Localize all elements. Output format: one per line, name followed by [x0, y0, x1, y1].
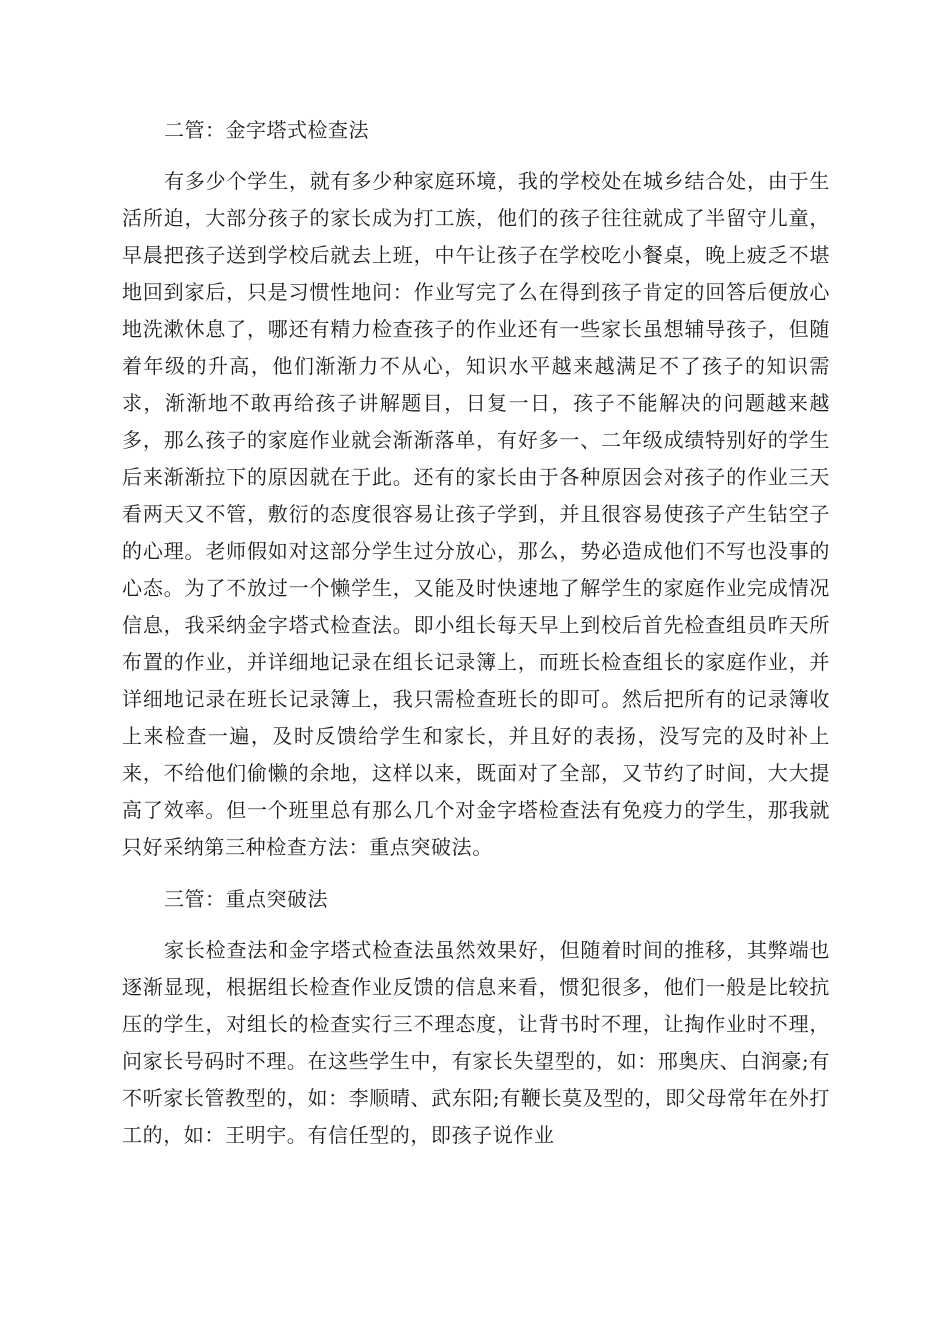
section-heading-2: 二管：金字塔式检查法	[164, 118, 369, 142]
section-paragraph-2: 有多少个学生，就有多少种家庭环境，我的学校处在城乡结合处，由于生活所迫，大部分孩子的家长成为打工族，他们的孩子往往就成了半留守儿童，早晨把孩子送到学校后就去上班，中午让孩子在学校吃小餐桌，晚上疲乏不堪地回到家后，只是习惯性地问：作业写完了么在得到孩子肯定的回答后便放心地洗漱休息了，哪还有精力检查孩子的作业还有一些家长虽想辅导孩子，但随着年级的升高，他们渐渐力不从心，知识水平越来越满足不了孩子的知识需求，渐渐地不敢再给孩子讲解题目，日复一日，孩子不能解决的问题越来越多，那么孩子的家庭作业就会渐渐落单，有好多一、二年级成绩特别好的学生后来渐渐拉下的原因就在于此。还有的家长由于各种原因会对孩子的作业三天看两天又不管，敷衍的态度很容易让孩子学到，并且很容易使孩子产生钻空子的心理。老师假如对这部分学生过分放心，那么，势必造成他们不写也没事的心态。为了不放过一个懒学生，又能及时快速地了解学生的家庭作业完成情况信息，我采纳金字塔式检查法。即小组长每天早上到校后首先检查组员昨天所布置的作业，并详细地记录在组长记录簿上，而班长检查组长的家庭作业，并详细地记录在班长记录簿上，我只需检查班长的即可。然后把所有的记录簿收上来检查一遍，及时反馈给学生和家长，并且好的表扬，没写完的及时补上来，不给他们偷懒的余地，这样以来，既面对了全部，又节约了时间，大大提高了效率。但一个班里总有那么几个对金字塔检查法有免疫力的学生，那我就只好采纳第三种检查方法：重点突破法。	[122, 169, 830, 859]
section-heading-3: 三管：重点突破法	[164, 887, 328, 911]
section-paragraph-3: 家长检查法和金字塔式检查法虽然效果好，但随着时间的推移，其弊端也逐渐显现，根据组长检查作业反馈的信息来看，惯犯很多，他们一般是比较抗压的学生，对组长的检查实行三不理态度，让背书时不理，让掏作业时不理，问家长号码时不理。在这些学生中，有家长失望型的，如：邢奥庆、白润豪;有不听家长管教型的，如：李顺晴、武东阳;有鞭长莫及型的，即父母常年在外打工的，如：王明宇。有信任型的，即孩子说作业	[122, 938, 830, 1147]
